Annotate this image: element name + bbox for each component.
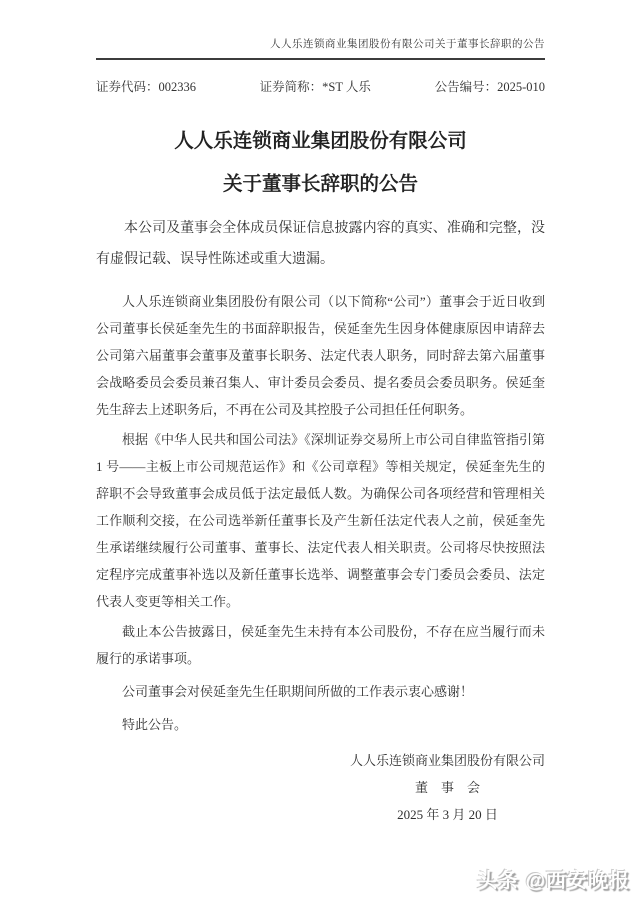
body-paragraph-shareholding: 截止本公告披露日，侯延奎先生未持有本公司股份，不存在应当履行而未履行的承诺事项。 (96, 624, 545, 666)
title-line-company: 人人乐连锁商业集团股份有限公司 (174, 131, 467, 152)
signature-block (96, 747, 545, 828)
signature-company: 人人乐连锁商业集团股份有限公司 (349, 753, 545, 768)
body-paragraph-hereby: 特此公告。 (122, 717, 188, 732)
document-title (96, 130, 545, 196)
body-paragraph-resignation: 人人乐连锁商业集团股份有限公司（以下简称“公司”）董事会于近日收到公司董事长侯延奎先生的书面辞职报告，侯延奎先生因身体健康原因申请辞去公司第六届董事会董事及董事长职务、法定代表人职务，同时辞去第六届董事会战略委员会委员兼召集人、审计委员会委员、提名委员会委员职务。侯延奎先生辞去上述职务后，不再在公司及其控股子公司担任任何职务。 (96, 294, 545, 417)
stock-name: 证券简称：*ST 人乐 (259, 80, 371, 94)
header-rule (96, 58, 545, 60)
stock-info-bar (96, 77, 545, 95)
signature-inner (350, 747, 545, 828)
body-paragraph-regulations: 根据《中华人民共和国公司法》《深圳证券交易所上市公司自律监管指引第 1 号——主板上市公司规范运作》和《公司章程》等相关规定，侯延奎先生的辞职不会导致董事会成员低于法定最低人数。为确保公司各项经营和管理相关工作顺利交接，在公司选举新任董事长及产生新任法定代表人之前，侯延奎先生承诺继续履行公司董事、董事长、法定代表人相关职责。公司将尽快按照法定程序完成董事补选以及新任董事长选举、调整董事会专门委员会委员、法定代表人变更等相关工作。 (96, 432, 545, 609)
stock-code: 证券代码：002336 (96, 80, 197, 94)
body-paragraph-thanks: 公司董事会对侯延奎先生任职期间所做的工作表示衷心感谢！ (122, 684, 474, 699)
title-line-subject: 关于董事长辞职的公告 (222, 174, 418, 195)
announcement-number: 公告编号：2025-010 (434, 80, 545, 94)
toutiao-watermark: 头条 @西安晚报 (476, 870, 630, 892)
page-header-note: 人人乐连锁商业集团股份有限公司关于董事长辞职的公告 (270, 39, 545, 50)
signature-date: 2025 年 3 月 20 日 (397, 807, 498, 822)
signature-board: 董 事 会 (414, 780, 480, 795)
disclaimer-paragraph: 本公司及董事会全体成员保证信息披露内容的真实、准确和完整，没有虚假记载、误导性陈述或重大遗漏。 (96, 221, 545, 267)
